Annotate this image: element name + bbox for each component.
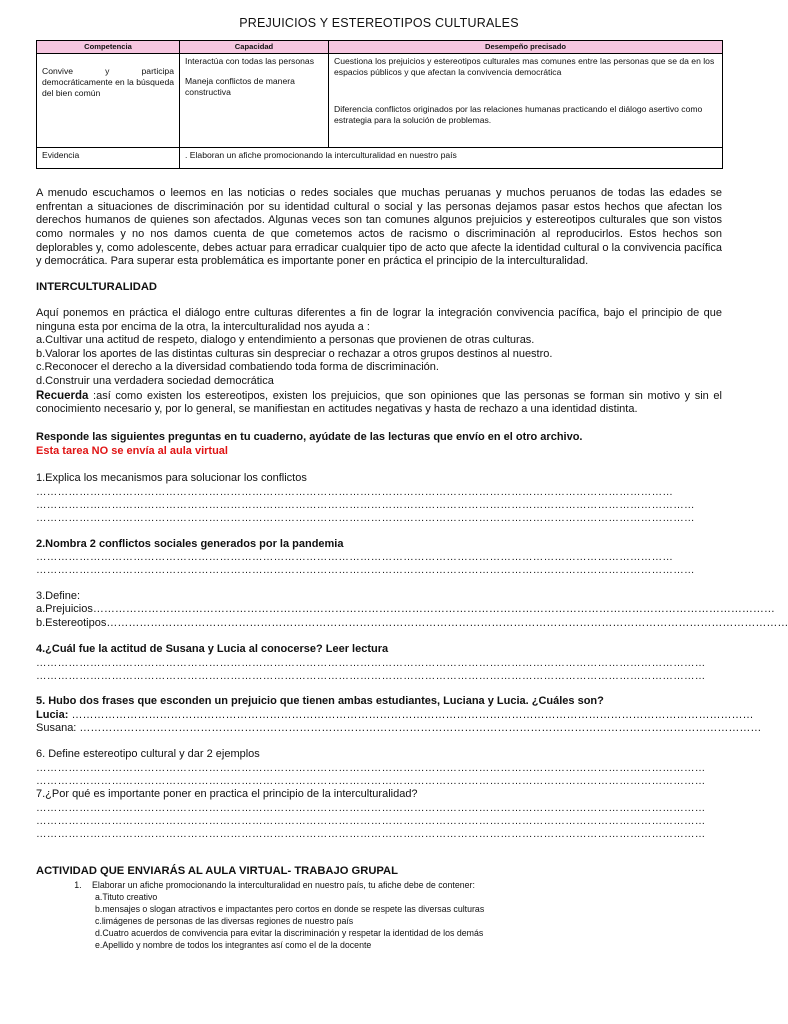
capacidad-cell bbox=[180, 53, 329, 147]
section-title: INTERCULTURALIDAD bbox=[36, 280, 157, 293]
answer-lucia: Lucia: …………………………………………………………………………………………………………………………………………………………………… bbox=[36, 708, 754, 721]
activity-subitem: a.Tituto creativo bbox=[95, 892, 158, 903]
list-item: b.Valorar los aportes de las distintas culturas sin despreciar o rechazar a otros grupos destinos al nuestro. bbox=[36, 347, 553, 360]
activity-subitem: d.Cuatro acuerdos de convivencia para evitar la discriminación y respetar la identidad de los demás bbox=[95, 927, 484, 938]
answer-line: …………………………………………………………………………………………………………………………………………………………………… bbox=[36, 774, 706, 787]
question-5: 5. Hubo dos frases que esconden un prejuicio que tienen ambas estudiantes, Luciana y Lucia. ¿Cuáles son? bbox=[36, 694, 604, 707]
intro-paragraph: A menudo escuchamos o leemos en las noticias o redes sociales que muchas peruanas y muchos peruanos de todas las edades se enfrentan a situaciones de discriminación por su identidad cultural o social y las personas dejamos pasar estos hechos que afectan los derechos humanos de quienes son afectados. Algunas veces son tan comunes algunos prejuicios y estereotipos culturales que son vistos como normales y no nos damos cuenta de que cometemos actos de racismo o discriminación al reproducirlos. Estos hechos son deplorables y, como adolescente, debes actuar para erradicar cualquier tipo de acto que afecte la identidad cultural o la convivencia pacífica y democrática. Para superar esta problemática es importante poner en práctica el principio de la interculturalidad. bbox=[36, 186, 722, 268]
question-3b-label: b.Estereotipos bbox=[36, 617, 107, 630]
question-6: 6. Define estereotipo cultural y dar 2 ejemplos bbox=[36, 748, 260, 761]
question-7: 7.¿Por qué es importante poner en practica el principio de la interculturalidad? bbox=[36, 788, 418, 801]
question-3: 3.Define: bbox=[36, 589, 81, 602]
question-3a-label: a.Prejuicios bbox=[36, 603, 93, 616]
answer-line: …………………………………………………………………………………………………………………………………………………………………… bbox=[36, 801, 706, 814]
recuerda-text: :así como existen los estereotipos, existen los prejuicios, que son opiniones que las personas se forman sin motivo y sin el conocimiento necesario y, por lo general, se manifiestan en actitudes negativas y hasta de rechazo a una identidad distinta. bbox=[36, 389, 722, 416]
answer-line: …………………………………………………………………………………………………………………………………………………………… bbox=[36, 486, 674, 499]
question-1: 1.Explica los mecanismos para solucionar los conflictos bbox=[36, 472, 307, 485]
table-header-row bbox=[37, 41, 723, 54]
interculturalidad-paragraph: Aquí ponemos en práctica el diálogo entre culturas diferentes a fin de lograr la integración convivencia pacífica, bajo el principio de que ninguna esta por encima de la otra, la interculturalidad nos ayuda a : bbox=[36, 306, 722, 333]
answer-line: …………………………………………………………………………………………………………………………………………………………………… bbox=[36, 669, 706, 682]
evidencia-text: . Elaboran un afiche promocionando la interculturalidad en nuestro país bbox=[180, 147, 723, 168]
document-page bbox=[36, 16, 788, 951]
evidencia-label: Evidencia bbox=[37, 147, 180, 168]
table-row bbox=[37, 53, 723, 147]
answer-line: ………………………………………………………………………………………………………………………………………………………………… bbox=[36, 499, 695, 512]
activity-list bbox=[36, 880, 722, 951]
lucia-label: Lucia: bbox=[36, 708, 69, 721]
answer-line: …………………………………………………………………………………………………………………………………………………………… bbox=[36, 551, 674, 564]
header-capacidad: Capacidad bbox=[180, 41, 329, 54]
activity-subitem: c.limágenes de personas de las diversas regiones de nuestro país bbox=[95, 915, 354, 926]
activity-subitem: b.mensajes o slogan atractivos e impactantes pero cortos en donde se respete las diversas culturas bbox=[95, 903, 485, 914]
competency-table bbox=[36, 40, 723, 169]
header-desempeno: Desempeño precisado bbox=[329, 41, 723, 54]
desempeno-cell bbox=[329, 53, 723, 147]
header-competencia: Competencia bbox=[37, 41, 180, 54]
warning-text: Esta tarea NO se envía al aula virtual bbox=[36, 444, 228, 457]
answer-line: …………………………………………………………………………………………………………………………………………………………………… bbox=[36, 656, 706, 669]
question-3b: b.Estereotipos…………………………………………………………………………………………………………………………………………………………………… bbox=[36, 617, 788, 630]
instructions: Responde las siguientes preguntas en tu cuaderno, ayúdate de las lecturas que envío en el otro archivo. bbox=[36, 430, 583, 443]
activity-title: ACTIVIDAD QUE ENVIARÁS AL AULA VIRTUAL- TRABAJO GRUPAL bbox=[36, 865, 398, 878]
susana-label: Susana: bbox=[36, 722, 77, 735]
question-3a: a.Prejuicios…………………………………………………………………………………………………………………………………………………………………… bbox=[36, 603, 775, 616]
capacidad-item: Interactúa con todas las personas bbox=[185, 55, 314, 66]
desempeno-item: Cuestiona los prejuicios y estereotipos culturales mas comunes entre las personas que se da en los espacios públicos y que afectan la convivencia democrática bbox=[334, 55, 715, 78]
activity-subitem: e.Apellido y nombre de todos los integrantes así como el de la docente bbox=[95, 939, 372, 950]
answer-line: …………………………………………………………………………………………………………………………………………………………………… bbox=[36, 761, 706, 774]
answer-line: …………………………………………………………………………………………………………………………………………………………………… bbox=[36, 814, 706, 827]
answer-line: ………………………………………………………………………………………………………………………………………………………………… bbox=[36, 564, 695, 577]
recuerda-label: Recuerda bbox=[36, 389, 89, 402]
answer-line: …………………………………………………………………………………………………………………………………………………………………… bbox=[36, 828, 706, 841]
answer-line: ………………………………………………………………………………………………………………………………………………………………… bbox=[36, 512, 695, 525]
desempeno-item: Diferencia conflictos originados por las relaciones humanas practicando el diálogo asertivo como estrategia para la solución de problemas. bbox=[334, 104, 703, 126]
capacidad-item: Maneja conflictos de manera constructiva bbox=[185, 76, 295, 98]
page-title: PREJUICIOS Y ESTEREOTIPOS CULTURALES bbox=[239, 16, 519, 30]
activity-item-text: Elaborar un afiche promocionando la interculturalidad en nuestro país, tu afiche debe de contener: bbox=[92, 880, 475, 891]
activity-item bbox=[84, 880, 722, 951]
recuerda-paragraph bbox=[36, 389, 722, 417]
competencia-cell: Convive y participa democráticamente en la búsqueda del bien común bbox=[37, 53, 180, 147]
question-2: 2.Nombra 2 conflictos sociales generados por la pandemia bbox=[36, 537, 344, 550]
answer-susana: Susana: …………………………………………………………………………………………………………………………………………………………………… bbox=[36, 722, 762, 735]
question-4: 4.¿Cuál fue la actitud de Susana y Lucia al conocerse? Leer lectura bbox=[36, 642, 389, 655]
list-item: c.Reconocer el derecho a la diversidad combatiendo toda forma de discriminación. bbox=[36, 361, 439, 374]
table-row-evidencia bbox=[37, 147, 723, 168]
list-item: a.Cultivar una actitud de respeto, dialogo y entendimiento a personas que provienen de otras culturas. bbox=[36, 334, 535, 347]
list-item: d.Construir una verdadera sociedad democrática bbox=[36, 375, 274, 388]
